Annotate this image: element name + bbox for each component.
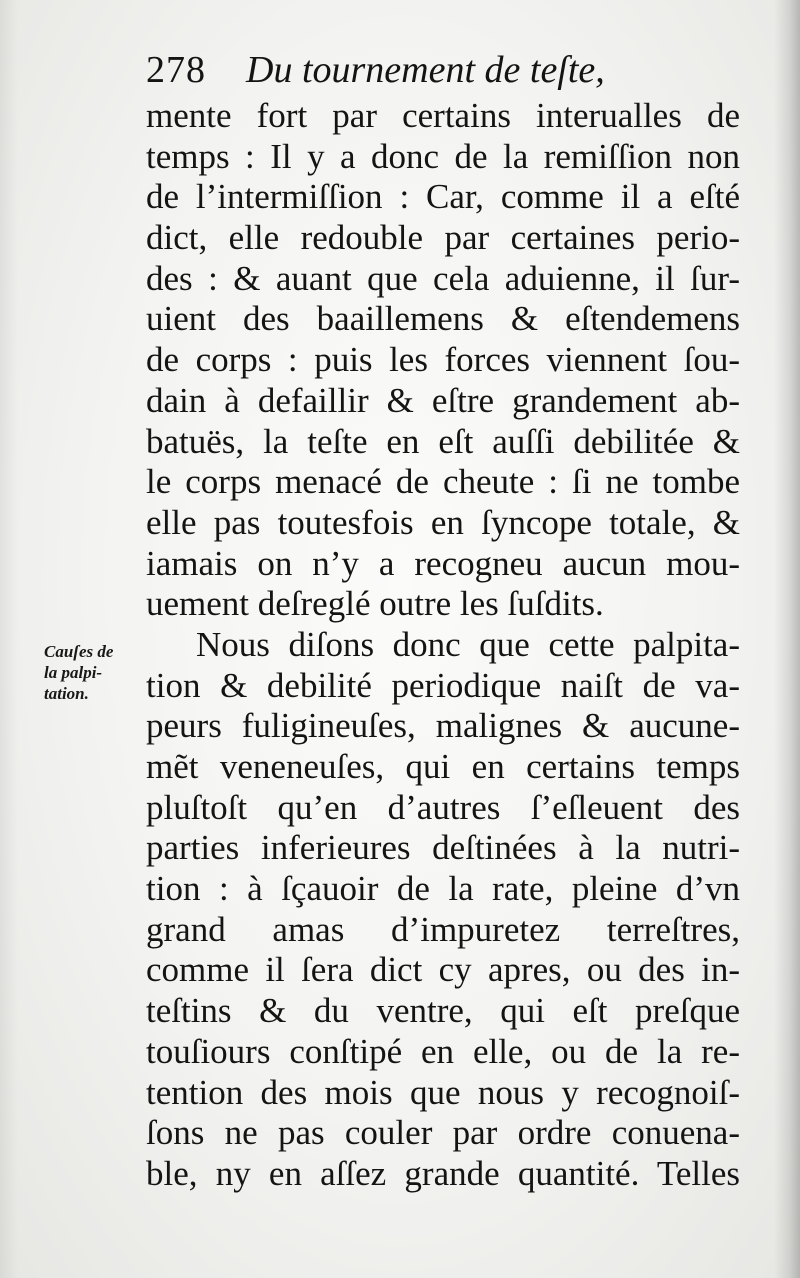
text-line: dain à defaillir & eſtre grandement ab- (146, 380, 740, 420)
margin-note (44, 641, 148, 704)
body-text (146, 96, 740, 1195)
paragraph-start-line: Nous diſons donc que cette palpita- (196, 624, 740, 664)
text-line: batuës, la teſte en eſt auſſi debilitée & (146, 421, 740, 461)
paragraph-end-line: uement deſreglé outre les ſuſdits. (146, 584, 604, 624)
running-title: Du tournement de teſte, (246, 49, 605, 91)
text-line: ſons ne pas couler par ordre conuena- (146, 1113, 740, 1153)
page-number: 278 (146, 49, 206, 91)
margin-note-line: tation. (44, 684, 89, 703)
text-line: tion & debilité periodique naiſt de va- (146, 665, 740, 705)
text-line: pluſtoſt qu’en d’autres ſ’eſleuent des (146, 787, 740, 827)
text-line: tion : à ſçauoir de la rate, pleine d’vn (146, 869, 740, 909)
text-line: mente fort par certains interualles de (146, 96, 740, 135)
text-line: uient des baaillemens & eſtendemens (146, 299, 740, 339)
text-line: de corps : puis les forces viennent ſou- (146, 340, 740, 380)
text-line: mẽt veneneuſes, qui en certains temps (146, 747, 740, 786)
text-line: de l’intermiſſion : Car, comme il a eſté (146, 177, 740, 217)
text-line: dict, elle redouble par certaines perio- (146, 218, 740, 258)
text-line: grand amas d’impuretez terreſtres, (146, 909, 740, 949)
text-line: touſiours conſtipé en elle, ou de la re- (146, 1031, 740, 1071)
text-line: comme il ſera dict cy apres, ou des in- (146, 950, 740, 990)
text-line: iamais on n’y a recogneu aucun mou- (146, 543, 740, 583)
text-line: teſtins & du ventre, qui eſt preſque (146, 991, 740, 1031)
page-left-edge-shadow (0, 0, 18, 1278)
page-header (146, 40, 746, 100)
text-line: elle pas toutesfois en ſyncope totale, & (146, 502, 740, 542)
page-right-edge-shadow (774, 0, 800, 1278)
text-line: le corps menacé de cheute : ſi ne tombe (146, 462, 740, 502)
margin-note-line: la palpi- (44, 663, 103, 682)
text-line: ble, ny en aſſez grande quantité. Telles (146, 1153, 740, 1193)
text-line: peurs fuligineuſes, malignes & aucune- (146, 706, 740, 746)
margin-note-line: Cauſes de (44, 642, 114, 661)
text-line: parties inferieures deſtinées à la nutri- (146, 828, 740, 868)
text-line: temps : Il y a donc de la remiſſion non (146, 136, 740, 176)
text-line: tention des mois que nous y recognoiſ- (146, 1072, 740, 1112)
text-line: des : & auant que cela aduienne, il ſur- (146, 258, 740, 298)
